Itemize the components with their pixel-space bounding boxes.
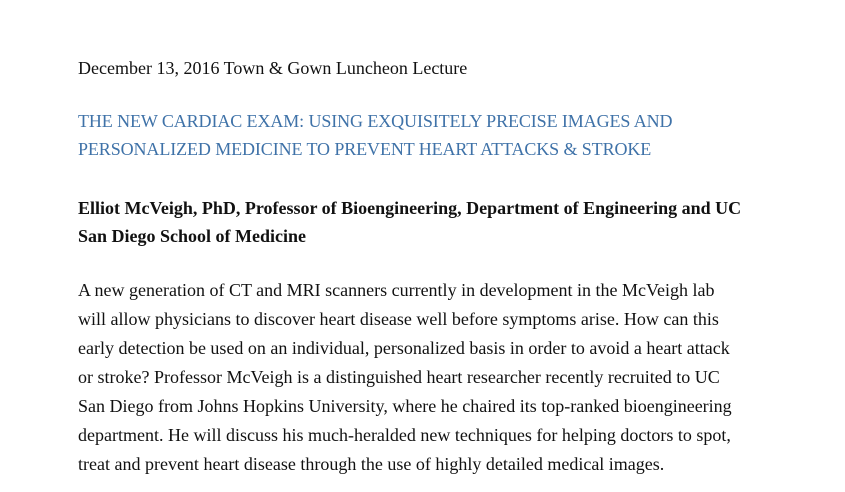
description-line-2: will allow physicians to discover heart disease well before symptoms arise. How can this [78, 309, 719, 329]
speaker-info-line-2: San Diego School of Medicine [78, 226, 306, 246]
description-line-1: A new generation of CT and MRI scanners currently in development in the McVeigh lab [78, 280, 715, 300]
description-line-5: San Diego from Johns Hopkins University, where he chaired its top-ranked bioengineering [78, 396, 732, 416]
event-date-line: December 13, 2016 Town & Gown Luncheon Lecture [78, 58, 468, 78]
speaker-info [78, 194, 838, 250]
lecture-description [78, 276, 838, 479]
description-line-7: treat and prevent heart disease through the use of highly detailed medical images. [78, 454, 665, 474]
lecture-title [78, 107, 838, 163]
description-line-4: or stroke? Professor McVeigh is a distinguished heart researcher recently recruited to UC [78, 367, 720, 387]
description-line-6: department. He will discuss his much-heralded new techniques for helping doctors to spot, [78, 425, 731, 445]
speaker-info-line-1: Elliot McVeigh, PhD, Professor of Bioengineering, Department of Engineering and UC [78, 198, 742, 218]
lecture-title-line-2: PERSONALIZED MEDICINE TO PREVENT HEART ATTACKS & STROKE [78, 139, 652, 159]
description-line-3: early detection be used on an individual, personalized basis in order to avoid a heart attack [78, 338, 730, 358]
lecture-title-line-1: THE NEW CARDIAC EXAM: USING EXQUISITELY PRECISE IMAGES AND [78, 111, 673, 131]
